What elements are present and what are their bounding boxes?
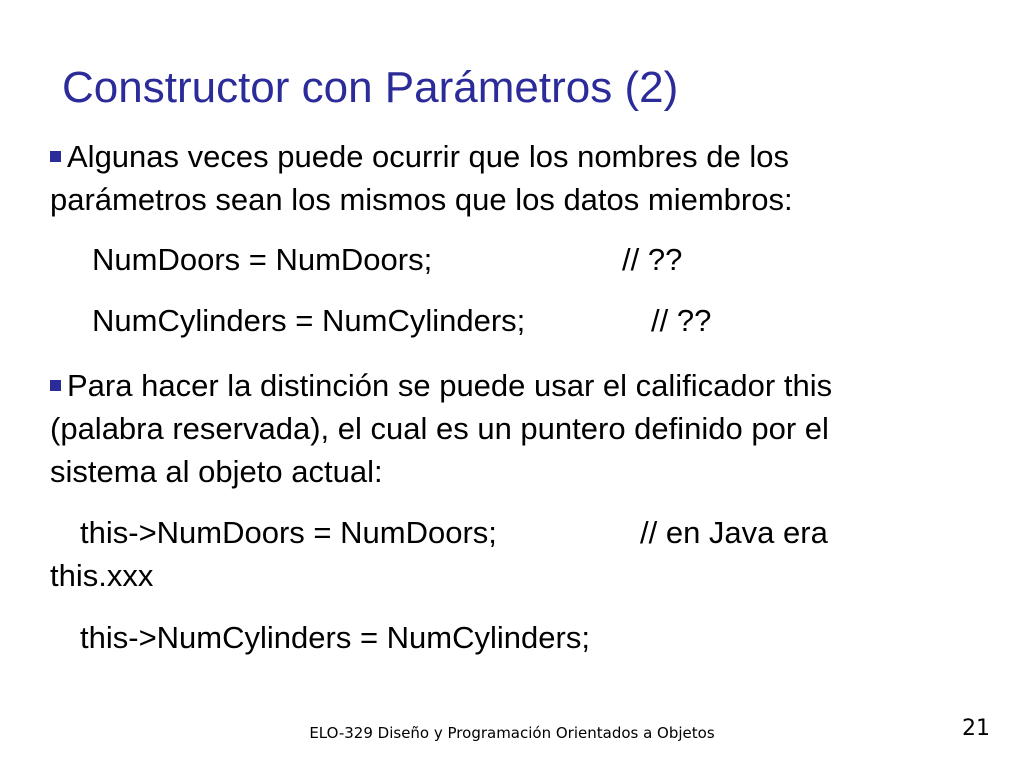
code-comment-2: // ?? (651, 303, 712, 338)
square-bullet-icon (50, 380, 61, 391)
code-line-3: this->NumDoors = NumDoors; (80, 515, 497, 550)
slide-footer: ELO-329 Diseño y Programación Orientados a Objetos (309, 724, 715, 742)
bullet-1-line-2: parámetros sean los mismos que los datos miembros: (50, 182, 793, 217)
square-bullet-icon (50, 151, 61, 162)
code-comment-1: // ?? (622, 242, 683, 277)
bullet-2-line-1: Para hacer la distinción se puede usar el calificador this (50, 364, 1005, 407)
bullet-paragraph-2 (50, 364, 1005, 493)
code-line-4: this->NumCylinders = NumCylinders; (80, 620, 590, 655)
code-line-2: NumCylinders = NumCylinders; (92, 303, 526, 338)
bullet-2-line-2: (palabra reservada), el cual es un puntero definido por el (50, 411, 829, 446)
code-line-3-continuation: this.xxx (50, 558, 154, 593)
page-number: 21 (962, 716, 990, 741)
code-line-1: NumDoors = NumDoors; (92, 242, 433, 277)
bullet-paragraph-1 (50, 135, 1005, 221)
bullet-1-line-1: Algunas veces puede ocurrir que los nombres de los (50, 135, 1005, 178)
slide-title: Constructor con Parámetros (2) (62, 63, 679, 112)
code-comment-3: // en Java era (640, 515, 828, 550)
bullet-2-line-3: sistema al objeto actual: (50, 454, 383, 489)
